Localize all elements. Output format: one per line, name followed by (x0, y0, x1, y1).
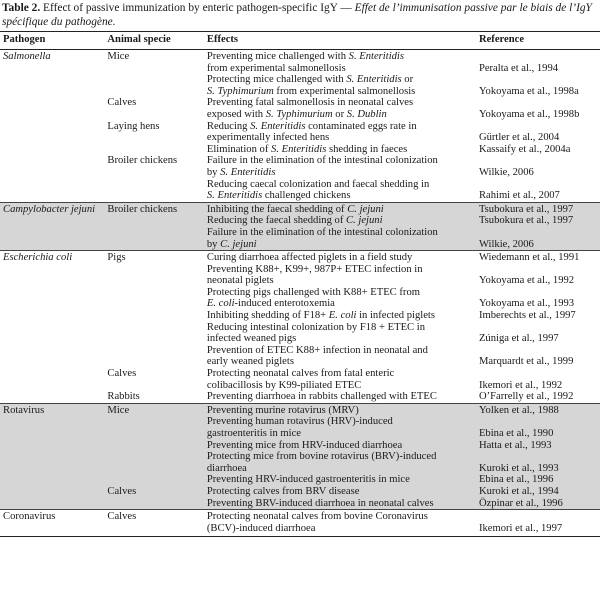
effect-cell (204, 322, 476, 345)
header-effects: Effects (204, 32, 476, 50)
pathogen-group (0, 251, 600, 404)
table-row (0, 121, 600, 144)
effect-line: Protecting neonatal calves from bovine Coronavirus (206, 511, 428, 523)
table-row (0, 403, 600, 416)
effect-line: Preventing diarrhoea in rabbits challenged with ETEC (206, 391, 437, 403)
pathogen-group (0, 510, 600, 537)
pathogen-cell (0, 287, 104, 310)
table-row (0, 215, 600, 227)
effect-line: neonatal piglets (206, 275, 274, 287)
effect-cell (204, 179, 476, 203)
reference-cell: O’Farrelly et al., 1992 (478, 391, 574, 403)
pathogen-cell (0, 144, 104, 156)
effect-line: by S. Enteritidis (206, 166, 276, 178)
table-row (0, 498, 600, 510)
effect-line: Reducing the faecal shedding of C. jejuni (206, 215, 383, 227)
reference-cell: Zúniga et al., 1997 (478, 333, 559, 345)
animal-cell (104, 416, 203, 439)
reference-cell: Yokoyama et al., 1998a (478, 85, 579, 97)
effect-line: Preventing human rotavirus (HRV)-induced (206, 416, 393, 428)
table-row (0, 74, 600, 97)
effect-line: Preventing mice challenged with S. Enteritidis (206, 51, 404, 62)
header-animal-specie: Animal specie (104, 32, 203, 50)
pathogen-cell: Salmonella (0, 50, 104, 75)
effect-cell (204, 440, 476, 452)
header-row (0, 32, 600, 50)
pathogen-cell (0, 391, 104, 403)
effect-line: Protecting pigs challenged with K88+ ETEC from (206, 286, 420, 298)
effect-line: S. Typhimurium from experimental salmonellosis (206, 85, 416, 97)
reference-cell: Yolken et al., 1988 (476, 403, 600, 416)
effect-line: (BCV)-induced diarrhoea (206, 522, 316, 534)
table-caption (2, 2, 598, 29)
animal-cell (104, 310, 203, 322)
reference-cell: Kuroki et al., 1994 (476, 486, 600, 498)
effect-line: from experimental salmonellosis (206, 62, 346, 74)
reference-cell: Tsubokura et al., 1997 (476, 202, 600, 215)
effect-cell (204, 345, 476, 368)
animal-cell (104, 345, 203, 368)
effect-cell (204, 391, 476, 403)
reference-cell: Hatta et al., 1993 (476, 440, 600, 452)
reference-cell: Imberechts et al., 1997 (478, 310, 576, 322)
animal-cell: Mice (104, 50, 203, 75)
table-row (0, 451, 600, 474)
effect-cell (204, 310, 476, 322)
pathogen-cell: Rotavirus (0, 403, 104, 416)
animal-cell: Broiler chickens (104, 202, 203, 215)
reference-cell: Kassaify et al., 2004a (478, 143, 571, 155)
table-row (0, 322, 600, 345)
effect-cell (204, 416, 476, 439)
effect-line: diarrhoea (206, 462, 247, 474)
animal-cell: Calves (104, 510, 203, 537)
effect-cell (204, 287, 476, 310)
animal-cell: Pigs (104, 251, 203, 264)
table-row (0, 486, 600, 498)
effect-cell (204, 155, 476, 178)
effect-line: gastroenteritis in mice (206, 428, 302, 439)
caption-french: Effet de l’immunisation passive par le biais de l’IgY spécifique du pathogène. (2, 2, 592, 28)
effect-line: by C. jejuni (206, 238, 257, 250)
effect-line: Protecting neonatal calves from fatal enteric (206, 368, 395, 380)
animal-cell (104, 440, 203, 452)
effect-line: early weaned piglets (206, 356, 294, 368)
effect-line: E. coli-induced enterotoxemia (206, 298, 335, 310)
effect-line: experimentally infected hens (206, 132, 330, 144)
effect-line: Failure in the elimination of the intestinal colonization (206, 226, 438, 238)
effect-cell (204, 97, 476, 120)
header-pathogen: Pathogen (0, 32, 104, 50)
pathogen-cell (0, 179, 104, 203)
reference-cell: Kuroki et al., 1993 (476, 451, 600, 474)
table-row (0, 155, 600, 178)
animal-cell (104, 144, 203, 156)
animal-cell: Broiler chickens (107, 155, 178, 167)
table-row (0, 510, 600, 537)
pathogen-cell (0, 322, 104, 345)
pathogen-cell (0, 310, 104, 322)
pathogen-group (0, 50, 600, 203)
reference-cell: Wilkie, 2006 (476, 227, 600, 251)
pathogen-cell (0, 368, 104, 391)
reference-cell: Gürtler et al., 2004 (478, 132, 560, 144)
caption-english: Effect of passive immunization by enteric pathogen-specific IgY — (40, 2, 355, 14)
animal-cell: Calves (104, 486, 203, 498)
effect-line: Preventing HRV-induced gastroenteritis in mice (206, 474, 410, 486)
animal-cell: Laying hens (107, 120, 160, 132)
animal-cell (104, 498, 203, 510)
effect-line: Prevention of ETEC K88+ infection in neonatal and (206, 344, 428, 356)
table-row (0, 264, 600, 287)
pathogen-cell: Coronavirus (0, 510, 104, 537)
pathogen-cell (0, 440, 104, 452)
effect-line: Preventing mice from HRV-induced diarrhoea (206, 439, 403, 451)
effect-cell (204, 403, 476, 416)
table-row (0, 251, 600, 264)
effect-line: Preventing BRV-induced diarrhoea in neonatal calves (206, 497, 434, 509)
pathogen-group (0, 403, 600, 509)
effect-line: Preventing K88+, K99+, 987P+ ETEC infection in (206, 263, 423, 275)
reference-cell: Özpinar et al., 1996 (476, 498, 600, 510)
table-row (0, 391, 600, 403)
effect-cell (204, 451, 476, 474)
pathogen-cell (0, 451, 104, 474)
animal-cell: Calves (107, 97, 137, 109)
effect-line: Protecting mice from bovine rotavirus (BRV)-induced (206, 451, 437, 463)
pathogen-cell (0, 264, 104, 287)
animal-cell: Calves (107, 368, 137, 380)
reference-cell: Yokoyama et al., 1993 (478, 298, 575, 310)
effect-cell (204, 227, 476, 251)
header-reference: Reference (476, 32, 600, 50)
pathogen-cell (0, 345, 104, 368)
effect-cell (204, 251, 476, 264)
effect-cell (204, 510, 476, 537)
effect-cell (204, 215, 476, 227)
effect-line: Elimination of S. Enteritidis shedding in faeces (206, 143, 408, 155)
reference-cell: Ebina et al., 1990 (476, 416, 600, 439)
table-row (0, 440, 600, 452)
effect-line: Inhibiting the faecal shedding of C. jejuni (206, 203, 384, 215)
table-row (0, 310, 600, 322)
table-row (0, 345, 600, 368)
animal-cell (104, 74, 203, 97)
reference-cell: Rahimi et al., 2007 (478, 190, 560, 202)
reference-cell: Wiedemann et al., 1991 (476, 251, 600, 264)
effect-cell (204, 474, 476, 486)
animal-cell (104, 322, 203, 345)
effect-cell (204, 121, 476, 144)
reference-cell: Tsubokura et al., 1997 (476, 215, 600, 227)
effect-cell (204, 202, 476, 215)
effect-cell (204, 264, 476, 287)
table-row (0, 368, 600, 391)
effect-cell (204, 144, 476, 156)
pathogen-cell: Campylobacter jejuni (0, 202, 104, 215)
pathogen-cell (0, 486, 104, 498)
table-row (0, 287, 600, 310)
pathogen-cell (0, 155, 104, 178)
pathogen-cell (0, 474, 104, 486)
reference-cell: Peralta et al., 1994 (476, 50, 600, 75)
effect-cell (204, 368, 476, 391)
effect-line: Failure in the elimination of the intestinal colonization (206, 155, 438, 167)
effect-line: infected weaned pigs (206, 333, 297, 345)
reference-cell: Ikemori et al., 1997 (476, 510, 600, 537)
effect-cell (204, 498, 476, 510)
effect-line: Inhibiting shedding of F18+ E. coli in infected piglets (206, 310, 436, 322)
caption-label: Table 2. (2, 2, 41, 14)
immunization-table (0, 31, 600, 537)
effect-cell (204, 50, 476, 75)
reference-cell: Wilkie, 2006 (478, 166, 534, 178)
animal-cell (104, 474, 203, 486)
pathogen-cell (0, 97, 104, 120)
animal-cell (104, 264, 203, 287)
table-row (0, 50, 600, 75)
effect-line: Protecting calves from BRV disease (206, 485, 360, 497)
table-row (0, 416, 600, 439)
effect-cell (204, 74, 476, 97)
table-row (0, 97, 600, 120)
effect-line: Preventing fatal salmonellosis in neonatal calves (206, 97, 414, 109)
pathogen-cell (0, 121, 104, 144)
pathogen-cell (0, 416, 104, 439)
effect-line: Reducing caecal colonization and faecal shedding in (206, 178, 430, 190)
pathogen-cell: Escherichia coli (0, 251, 104, 264)
pathogen-cell (0, 74, 104, 97)
animal-cell: Mice (104, 403, 203, 416)
table-row (0, 144, 600, 156)
effect-line: Reducing intestinal colonization by F18 + ETEC in (206, 321, 425, 333)
effect-cell (204, 486, 476, 498)
table-row (0, 179, 600, 203)
effect-line: Curing diarrhoea affected piglets in a field study (206, 252, 413, 264)
effect-line: exposed with S. Typhimurium or S. Dublin (206, 108, 387, 120)
effect-line: S. Enteritidis challenged chickens (206, 190, 351, 202)
table-row (0, 202, 600, 215)
table-row (0, 227, 600, 251)
table-row (0, 474, 600, 486)
pathogen-cell (0, 227, 104, 251)
effect-line: colibacillosis by K99-piliated ETEC (206, 379, 362, 391)
effect-line: Protecting mice challenged with S. Enteritidis or (206, 74, 414, 86)
reference-cell: Ikemori et al., 1992 (478, 379, 563, 391)
pathogen-cell (0, 215, 104, 227)
pathogen-group (0, 202, 600, 250)
animal-cell (104, 227, 203, 251)
reference-cell: Yokoyama et al., 1998b (478, 108, 580, 120)
animal-cell: Rabbits (107, 391, 140, 403)
animal-cell (104, 215, 203, 227)
reference-cell: Marquardt et al., 1999 (478, 356, 574, 368)
animal-cell (104, 287, 203, 310)
reference-cell: Ebina et al., 1996 (476, 474, 600, 486)
effect-line: Preventing murine rotavirus (MRV) (206, 404, 359, 416)
effect-line: Reducing S. Enteritidis contaminated eggs rate in (206, 120, 417, 132)
animal-cell (104, 179, 203, 203)
animal-cell (104, 451, 203, 474)
reference-cell: Yokoyama et al., 1992 (478, 275, 575, 287)
pathogen-cell (0, 498, 104, 510)
